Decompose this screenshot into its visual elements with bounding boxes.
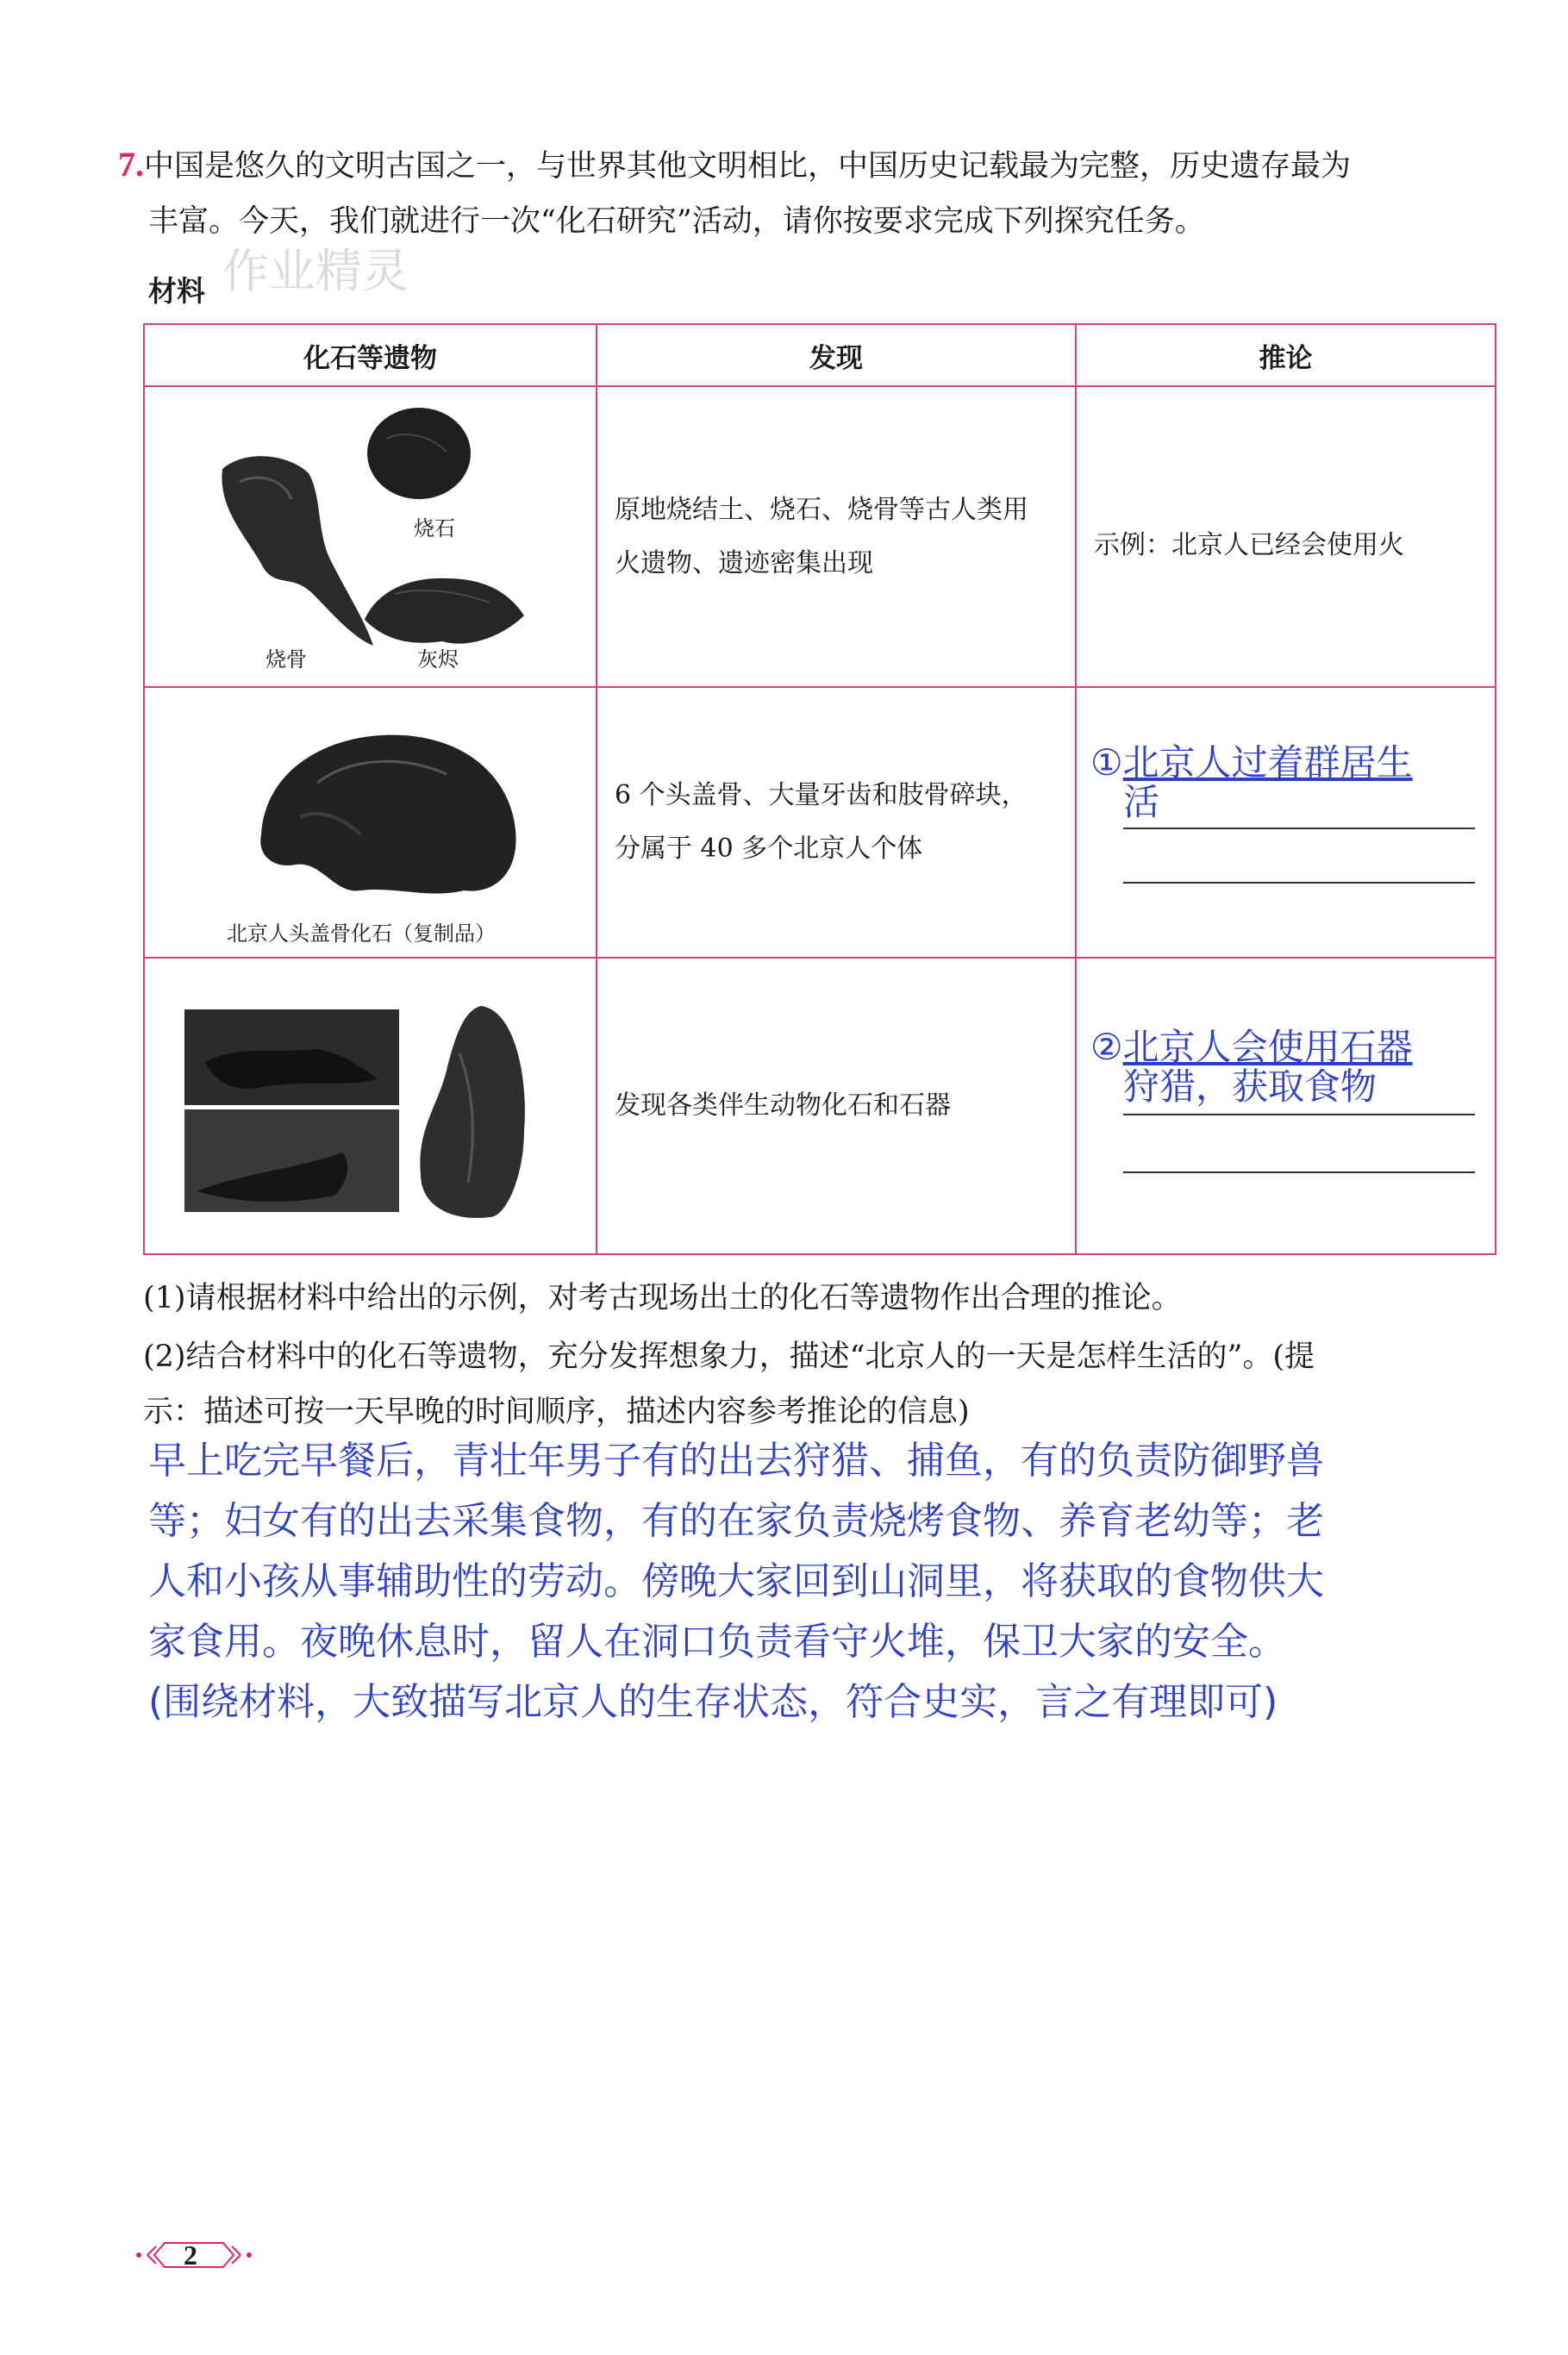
sub-question-2-line-1: (2)结合材料中的化石等遗物，充分发挥想象力，描述“北京人的一天是怎样生活的”。(提 [143,1340,1315,1374]
fire-relics-illustration [145,387,594,684]
table-row [144,386,1496,687]
answer-1-line-2: 活 [1123,781,1160,823]
fossils-tools-illustration [145,959,594,1252]
answer-line: 早上吃完早餐后，青壮年男子有的出去狩猎、捕鱼，有的负责防御野兽 [148,1439,1324,1483]
answer-line: 人和小孩从事辅助性的劳动。傍晚大家回到山洞里，将获取的食物供大 [148,1559,1324,1603]
table-row [144,687,1496,958]
header-relics: 化石等遗物 [144,324,597,386]
inference-group-living [1076,687,1496,958]
answer-1-line-1: 北京人过着群居生 [1122,741,1413,784]
sub-question-1: (1)请根据材料中给出的示例，对考古现场出土的化石等遗物作出合理的推论。 [143,1281,1182,1315]
table-row [144,958,1496,1254]
material-label: 材料 [148,274,205,308]
table-header-row [144,324,1496,386]
discovery-fire: 原地烧结土、烧石、烧骨等古人类用 火遗物、遗迹密集出现 [597,386,1076,687]
answer-line-rule [1123,882,1475,884]
page-badge-ornament [134,2234,263,2276]
question-line-2: 丰富。今天，我们就进行一次“化石研究”活动，请你按要求完成下列探究任务。 [148,204,1205,239]
caption-ash: 灰烬 [417,647,459,672]
caption-skull: 北京人头盖骨化石（复制品） [227,921,496,946]
answer-marker-2: ② [1090,1026,1123,1068]
answer-line-rule [1123,828,1475,829]
inference-fire [1076,386,1496,687]
animal-fossils-and-stone-tools-image [144,958,597,1254]
discovery-skulls: 6 个头盖骨、大量牙齿和肢骨碎块， 分属于 40 多个北京人个体 [597,687,1076,958]
answer-2-line-2: 狩猎，获取食物 [1123,1065,1377,1108]
answer-line: (围绕材料，大致描写北京人的生存状态，符合史实，言之有理即可) [148,1680,1278,1724]
inference-example: 示例：北京人已经会使用火 [1094,530,1404,560]
skull-image [144,687,597,958]
skull-illustration [145,688,594,955]
answer-line-rule [1123,1171,1475,1173]
header-inference: 推论 [1076,324,1496,386]
answer-line: 家食用。夜晚休息时，留人在洞口负责看守火堆，保卫大家的安全。 [148,1620,1286,1664]
caption-burnt-bone: 烧骨 [265,647,307,672]
answer-marker-1: ① [1090,741,1123,784]
page-number: 2 [184,2239,197,2271]
fire-relics-image [144,386,597,687]
answer-paragraph [148,1431,1493,1733]
sub-question-2-line-2: 示：描述可按一天早晚的时间顺序，描述内容参考推论的信息) [143,1395,970,1429]
question-line-1: 7.中国是悠久的文明古国之一，与世界其他文明相比，中国历史记载最为完整，历史遗存最为 [118,145,1352,184]
header-discovery: 发现 [597,324,1076,386]
inference-stone-tools [1076,958,1496,1254]
caption-burnt-stone: 烧石 [414,516,455,540]
answer-line-rule [1123,1114,1475,1115]
page-number-badge [134,2234,263,2276]
discovery-animal-fossils: 发现各类伴生动物化石和石器 [597,958,1076,1254]
answer-2-line-1: 北京人会使用石器 [1122,1026,1413,1068]
watermark: 作业精灵 [222,244,409,298]
material-table [143,323,1496,1255]
question-number: 7. [118,145,144,184]
answer-line: 等；妇女有的出去采集食物，有的在家负责烧烤食物、养育老幼等；老 [148,1499,1324,1543]
